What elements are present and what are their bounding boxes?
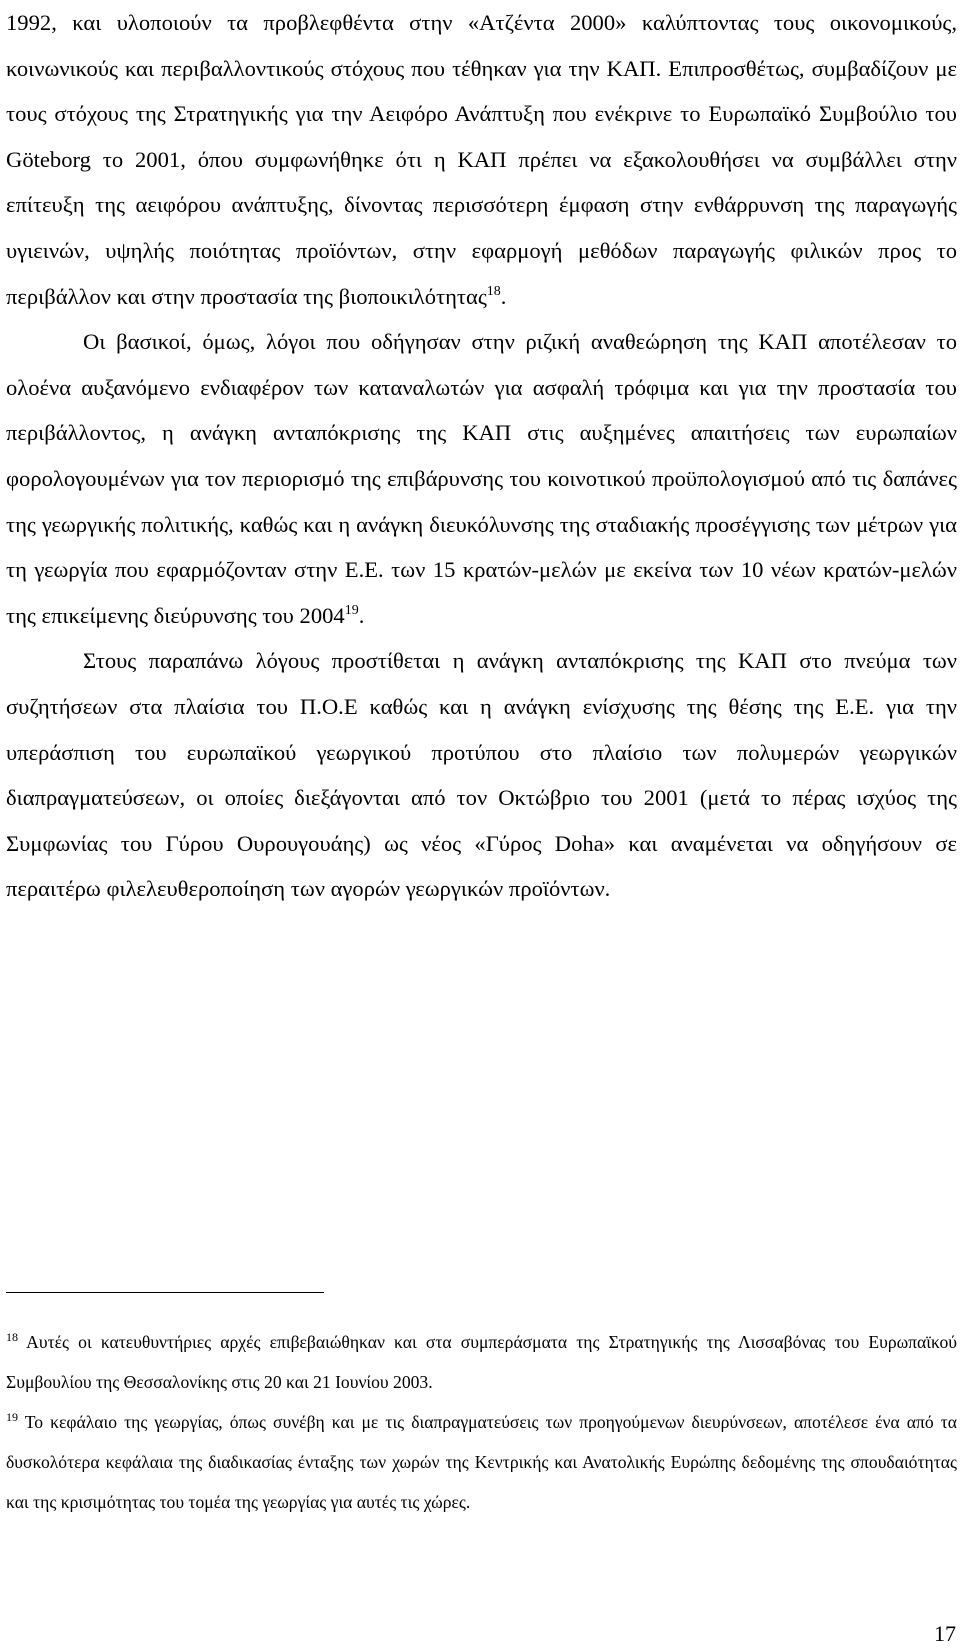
page-number: 17 (934, 1621, 956, 1646)
paragraph-2-text: Οι βασικοί, όμως, λόγοι που οδήγησαν στην ριζική αναθεώρηση της ΚΑΠ αποτέλεσαν το ολοένα αυξανόμενο ενδιαφέρον των καταναλωτών για ασφαλή τρόφιμα και για την προστασία του περιβάλλοντος, η ανάγκη ανταπόκρισης της ΚΑΠ στις αυξημένες απαιτήσεις των ευρωπαίων φορολογουμένων για τον περιορισμό της επιβάρυνσης του κοινοτικού προϋπολογισμού από τις δαπάνες της γεωργικής πολιτικής, καθώς και η ανάγκη διευκόλυνσης της σταδιακής προσέγγισης των μέτρων για τη γεωργία που εφαρμόζονταν στην Ε.Ε. των 15 κρατών-μελών με εκείνα των 10 νέων κρατών-μελών της επικείμενης διεύρυνσης του 2004 (6, 329, 957, 628)
paragraph-1-tail: . (500, 283, 507, 309)
paragraph-1-text: 1992, και υλοποιούν τα προβλεφθέντα στην «Ατζέντα 2000» καλύπτοντας τους οικονομικούς, κοινωνικούς και περιβαλλοντικούς στόχους που τέθηκαν για την ΚΑΠ. Επιπροσθέτως, συμβαδίζουν με τους στόχους της Στρατηγικής για την Αειφόρο Ανάπτυξη που ενέκρινε το Ευρωπαϊκό Συμβούλιο του Göteborg το 2001, όπου συμφωνήθηκε ότι η ΚΑΠ πρέπει να εξακολουθήσει να συμβάλλει στην επίτευξη της αειφόρου ανάπτυξης, δίνοντας περισσότερη έμφαση στην ενθάρρυνση της παραγωγής υγιεινών, υψηλής ποιότητας προϊόντων, στην εφαρμογή μεθόδων παραγωγής φιλικών προς το περιβάλλον και στην προστασία της βιοποικιλότητας (6, 10, 957, 309)
footnote-number: 19 (6, 1410, 18, 1424)
footnote-number: 18 (6, 1330, 18, 1344)
paragraph-2-tail: . (358, 602, 365, 628)
footnote-separator (6, 1292, 324, 1293)
body-text (6, 0, 957, 912)
footnote-text: Το κεφάλαιο της γεωργίας, όπως συνέβη και με τις διαπραγματεύσεις των προηγούμενων διευρύνσεων, αποτέλεσε ένα από τα δυσκολότερα κεφάλαια της διαδικασίας ένταξης των χωρών της Κεντρικής και Ανατολικής Ευρώπης δεδομένης της σπουδαιότητας και της κρισιμότητας του τομέα της γεωργίας για αυτές τις χώρες. (6, 1412, 957, 1512)
paragraph-2 (6, 319, 957, 638)
paragraph-3 (6, 638, 957, 912)
footnotes (6, 1322, 957, 1522)
footnote-19 (6, 1402, 957, 1522)
footnote-text: Αυτές οι κατευθυντήριες αρχές επιβεβαιώθηκαν και στα συμπεράσματα της Στρατηγικής της Λισσαβόνας του Ευρωπαϊκού Συμβουλίου της Θεσσαλονίκης στις 20 και 21 Ιουνίου 2003. (6, 1332, 957, 1392)
paragraph-1 (6, 0, 957, 319)
footnote-ref-18: 18 (486, 283, 501, 299)
footnote-18 (6, 1322, 957, 1402)
paragraph-3-text: Στους παραπάνω λόγους προστίθεται η ανάγκη ανταπόκρισης της ΚΑΠ στο πνεύμα των συζητήσεων στα πλαίσια του Π.Ο.Ε καθώς και η ανάγκη ενίσχυσης της θέσης της Ε.Ε. για την υπεράσπιση του ευρωπαϊκού γεωργικού προτύπου στο πλαίσιο των πολυμερών γεωργικών διαπραγματεύσεων, οι οποίες διεξάγονται από τον Οκτώβριο του 2001 (μετά το πέρας ισχύος της Συμφωνίας του Γύρου Ουρουγουάης) ως νέος «Γύρος Doha» και αναμένεται να οδηγήσουν σε περαιτέρω φιλελευθεροποίηση των αγορών γεωργικών προϊόντων. (6, 648, 957, 902)
footnote-ref-19: 19 (344, 602, 359, 618)
